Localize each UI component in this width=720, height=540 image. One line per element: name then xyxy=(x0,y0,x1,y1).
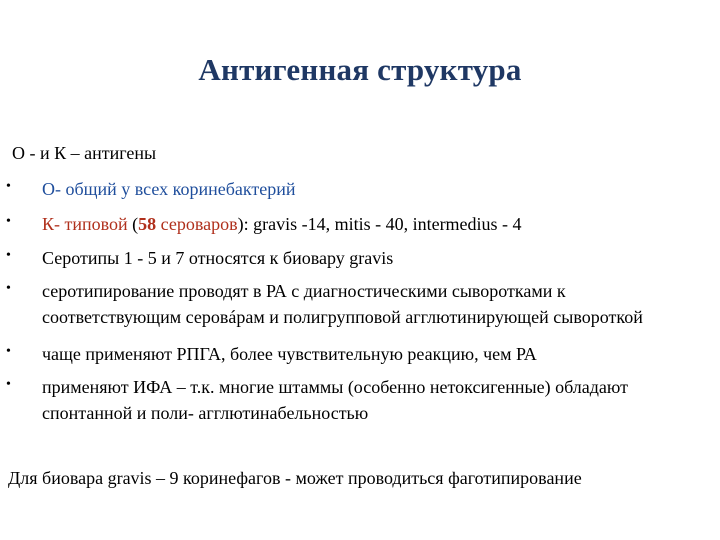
bullet-text xyxy=(42,278,718,330)
bullet-line-2: соответствующим серовáрам и полигрупповой агглютинирующей сывороткой xyxy=(42,307,643,327)
bullet-line-1: серотипирование проводят в РА с диагностическими сыворотками к xyxy=(42,281,566,301)
bullet-icon: • xyxy=(6,248,11,263)
bullet-icon: • xyxy=(6,214,11,229)
bullet-text: Серотипы 1 - 5 и 7 относятся к биовару gravis xyxy=(42,248,394,268)
biovar-counts: ): gravis -14, mitis - 40, intermedius - 4 xyxy=(237,214,522,234)
subtitle: О - и К – антигены xyxy=(12,143,157,163)
slide-title: Антигенная структура xyxy=(198,52,522,87)
bullet-icon: • xyxy=(6,377,11,392)
bullet-text xyxy=(42,211,718,237)
bullet-line-2: спонтанной и поли- агглютинабельностью xyxy=(42,403,369,423)
bullet-icon: • xyxy=(6,179,11,194)
serovar-count: 58 xyxy=(138,214,157,234)
serovar-word: сероваров xyxy=(156,214,238,234)
bullet-icon: • xyxy=(6,281,11,296)
paren-open: ( xyxy=(127,214,139,234)
bullet-text: О- общий у всех коринебактерий xyxy=(42,179,296,199)
k-type-label: К- типовой xyxy=(42,214,128,234)
bullet-icon: • xyxy=(6,344,11,359)
bullet-text xyxy=(42,374,718,426)
footer-note: Для биовара gravis – 9 коринефагов - может проводиться фаготипирование xyxy=(8,468,582,488)
bullet-text: чаще применяют РПГА, более чувствительную реакцию, чем РА xyxy=(42,344,537,364)
bullet-line-1: применяют ИФА – т.к. многие штаммы (особенно нетоксигенные) обладают xyxy=(42,377,628,397)
